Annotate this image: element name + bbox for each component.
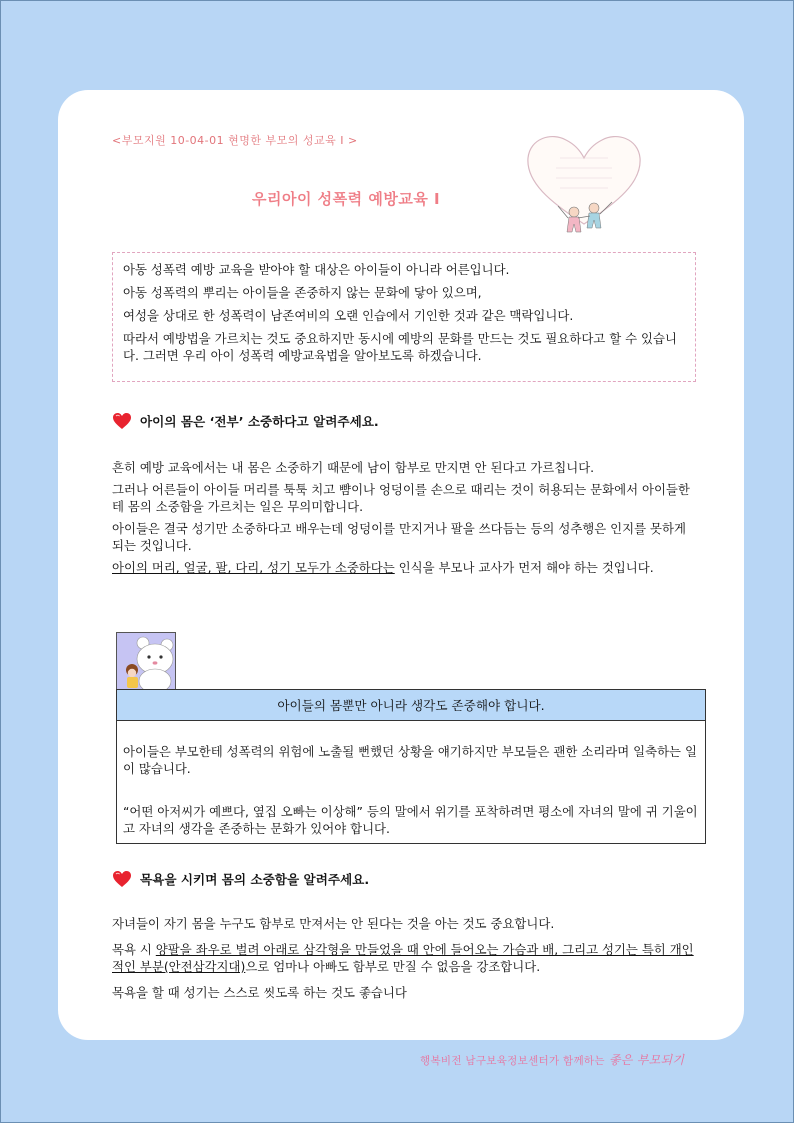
intro-line: 여성을 상대로 한 성폭력이 남존여비의 오랜 인습에서 기인한 것과 같은 맥락입니다. [123,308,574,323]
paragraph-text: 목욕 시 [112,942,156,957]
paragraph: 흔히 예방 교육에서는 내 몸은 소중하기 때문에 남이 함부로 만지면 안 된다고 가르칩니다. [112,460,595,475]
paragraph [112,559,698,576]
document-code-subtitle: <부모지원 10-04-01 현명한 부모의 성교육 I > [112,134,358,147]
teddy-bear-illustration [116,632,176,690]
tip-body [117,721,705,837]
section-body [112,915,698,1006]
underlined-text: 아이의 머리, 얼굴, 팔, 다리, 성기 모두가 소중하다는 [112,560,395,575]
tip-box [116,689,706,844]
paragraph: 아이들은 결국 성기만 소중하다고 배우는데 엉덩이를 만지거나 팔을 쓰다듬는 등의 성추행은 인지를 못하게 되는 것입니다. [112,521,686,553]
section-heading-bath [112,869,369,888]
paragraph: 그러나 어른들이 아이들 머리를 툭툭 치고 뺨이나 엉덩이를 손으로 때리는 것이 허용되는 문화에서 아이들한테 몸의 소중함을 가르치는 일은 무의미합니다. [112,482,690,514]
teddy-bear-icon [117,633,176,690]
page-title: 우리아이 성폭력 예방교육 I [252,190,441,208]
paragraph: 목욕을 할 때 성기는 스스로 씻도록 하는 것도 좋습니다 [112,985,407,1000]
heart-icon [112,870,132,888]
paragraph [112,941,698,975]
intro-line: 따라서 예방법을 가르치는 것도 중요하지만 동시에 예방의 문화를 만드는 것도 필요하다고 할 수 있습니다. 그러면 우리 아이 성폭력 예방교육법을 알아보도록 하겠습니다. [123,331,677,363]
section-heading-body [112,411,379,430]
paragraph: 자녀들이 자기 몸을 누구도 함부로 만져서는 안 된다는 것을 아는 것도 중요합니다. [112,916,555,931]
heart-icon [112,412,132,430]
paragraph-text: 으로 엄마나 아빠도 함부로 만질 수 없음을 강조합니다. [245,959,541,974]
section-body [112,459,698,581]
footer-text: 행복비전 남구보육정보센터가 함께하는 [420,1055,605,1067]
paragraph: 아이들은 부모한테 성폭력의 위험에 노출될 뻔했던 상황을 얘기하지만 부모들은 괜한 소리라며 일축하는 일이 많습니다. [123,744,697,776]
paragraph-text: 인식을 부모나 교사가 먼저 해야 하는 것입니다. [394,560,654,575]
section-heading-text: 아이의 몸은 ‘전부’ 소중하다고 알려주세요. [140,414,379,429]
intro-box [112,252,696,382]
intro-line: 아동 성폭력 예방 교육을 받아야 할 대상은 아이들이 아니라 어른입니다. [123,262,510,277]
paragraph: “어떤 아저씨가 예쁘다, 옆집 오빠는 이상해” 등의 말에서 위기를 포착하려면 평소에 자녀의 말에 귀 기울이고 자녀의 생각을 존중하는 문화가 있어야 합니다. [123,804,698,836]
footer [420,1051,684,1068]
tip-heading: 아이들의 몸뿐만 아니라 생각도 존중해야 합니다. [117,690,705,721]
section-heading-text: 목욕을 시키며 몸의 소중함을 알려주세요. [140,872,370,887]
footer-emphasis: 좋은 부모되기 [608,1053,685,1067]
heart-couple-illustration-icon [520,128,648,250]
underlined-text: 양팔을 좌우로 벌려 아래로 삼각형을 만들었을 때 안에 들어오는 가슴과 배, 그리고 성기는 특히 개인적인 부분(안전삼각지대) [112,942,694,974]
intro-line: 아동 성폭력의 뿌리는 아이들을 존중하지 않는 문화에 닿아 있으며, [123,285,482,300]
